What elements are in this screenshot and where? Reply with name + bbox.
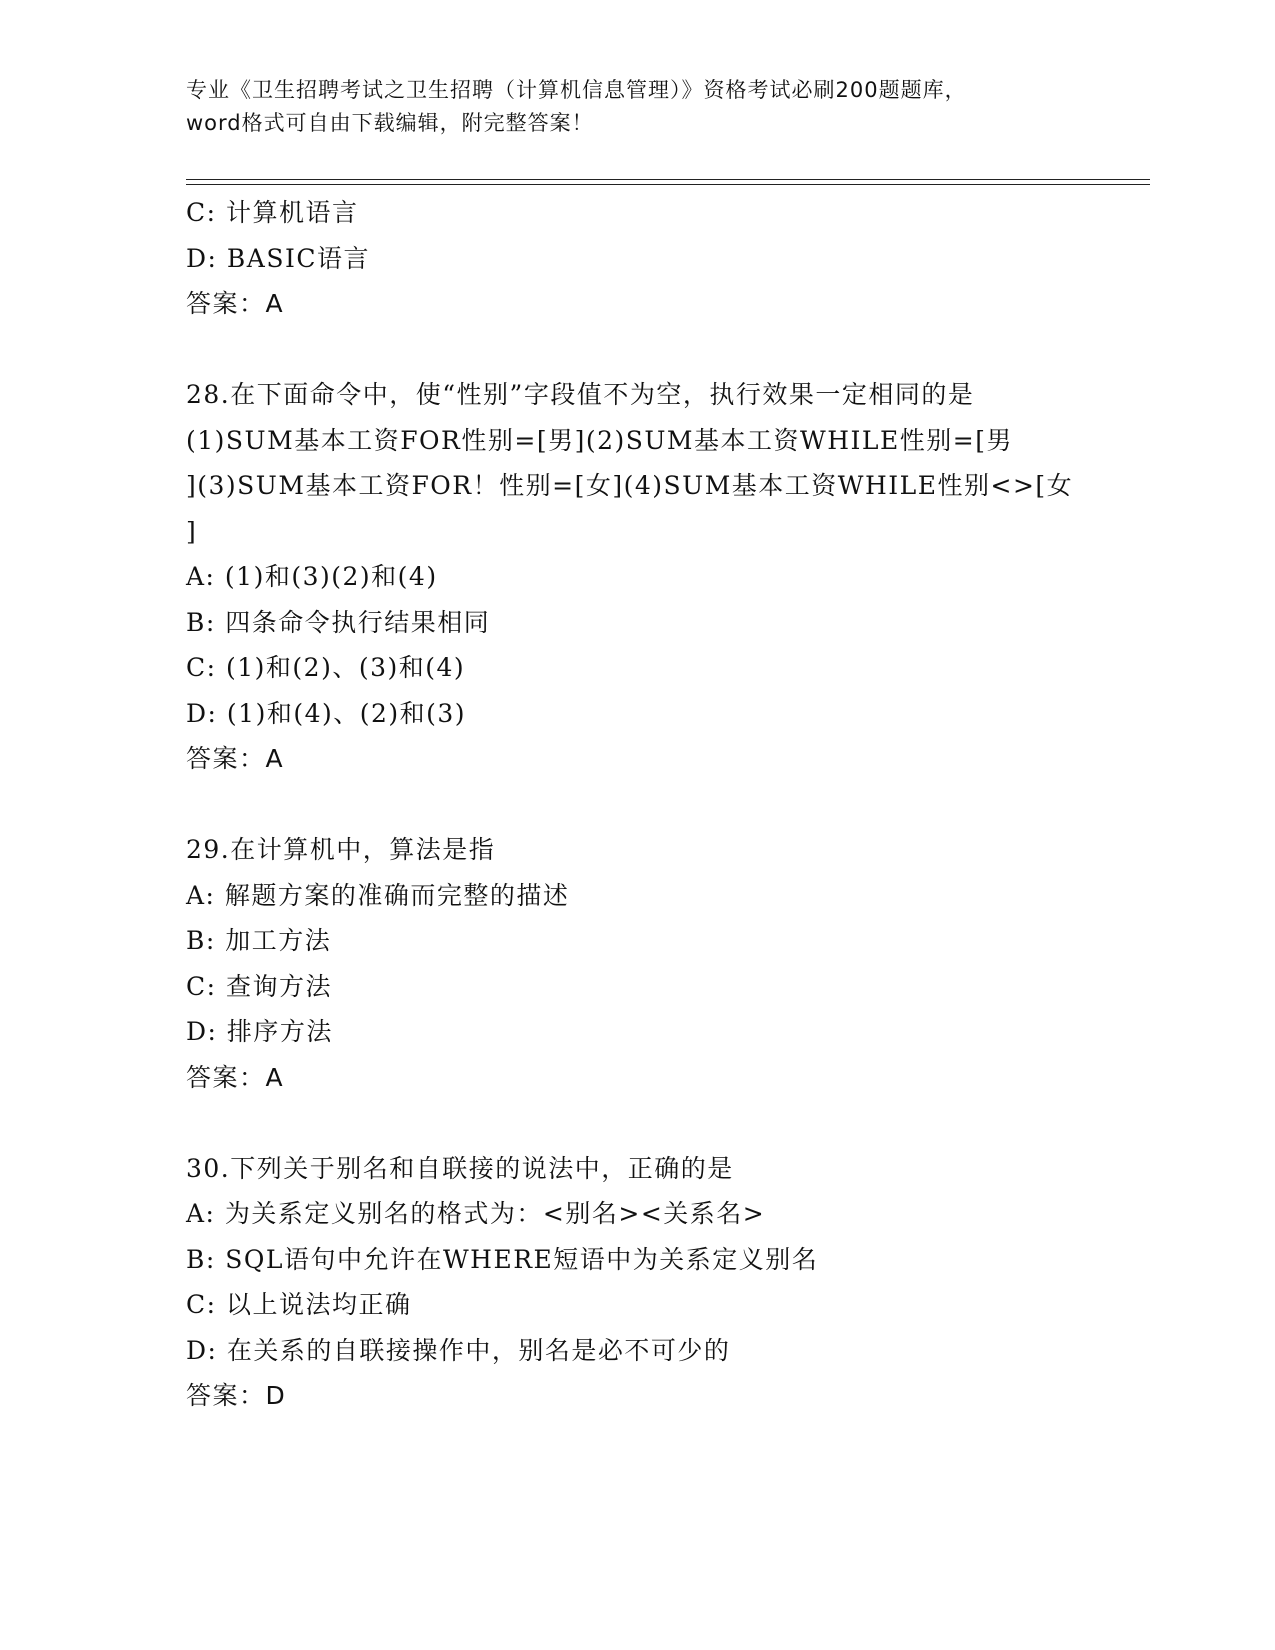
option-b: B: 四条命令执行结果相同 bbox=[186, 607, 491, 637]
header-line-1: 专业《卫生招聘考试之卫生招聘（计算机信息管理）》资格考试必刷200题题库， bbox=[186, 78, 967, 102]
header-line-2: word格式可自由下载编辑，附完整答案！ bbox=[186, 111, 594, 135]
option-d: D: 在关系的自联接操作中，别名是必不可少的 bbox=[186, 1335, 731, 1365]
option-b: B: 加工方法 bbox=[186, 926, 332, 955]
question-content bbox=[186, 190, 1146, 1419]
option-a: A: (1)和(3)(2)和(4) bbox=[186, 562, 438, 591]
question-28-text: ] bbox=[186, 516, 198, 546]
option-d: D: BASIC语言 bbox=[186, 243, 370, 273]
header-rule-bottom bbox=[186, 184, 1150, 185]
question-28-text: 28.在下面命令中，使“性别”字段值不为空，执行效果一定相同的是 bbox=[186, 380, 975, 409]
answer: 答案：A bbox=[186, 1062, 285, 1092]
spacer bbox=[186, 327, 1146, 373]
question-29-text: 29.在计算机中，算法是指 bbox=[186, 835, 496, 864]
option-c: C: 以上说法均正确 bbox=[186, 1290, 412, 1319]
option-c: C: 计算机语言 bbox=[186, 198, 359, 227]
spacer bbox=[186, 782, 1146, 828]
answer: 答案：D bbox=[186, 1381, 287, 1410]
option-c: C: 查询方法 bbox=[186, 971, 332, 1001]
answer: 答案：A bbox=[186, 744, 285, 773]
header-rule-top bbox=[186, 179, 1150, 180]
question-28-text: ](3)SUM基本工资FOR！性别=[女](4)SUM基本工资WHILE性别<>[女 bbox=[186, 471, 1074, 500]
option-a: A: 为关系定义别名的格式为：<别名><关系名> bbox=[186, 1199, 766, 1228]
spacer bbox=[186, 1100, 1146, 1146]
answer: 答案：A bbox=[186, 289, 285, 318]
option-c: C: (1)和(2)、(3)和(4) bbox=[186, 653, 466, 682]
option-d: D: 排序方法 bbox=[186, 1017, 333, 1046]
question-28-text: (1)SUM基本工资FOR性别=[男](2)SUM基本工资WHILE性别=[男 bbox=[186, 425, 1013, 455]
document-header bbox=[186, 74, 1086, 140]
option-a: A: 解题方案的准确而完整的描述 bbox=[186, 880, 570, 910]
option-d: D: (1)和(4)、(2)和(3) bbox=[186, 698, 467, 728]
option-b: B: SQL语句中允许在WHERE短语中为关系定义别名 bbox=[186, 1244, 819, 1274]
question-30-text: 30.下列关于别名和自联接的说法中，正确的是 bbox=[186, 1153, 734, 1183]
